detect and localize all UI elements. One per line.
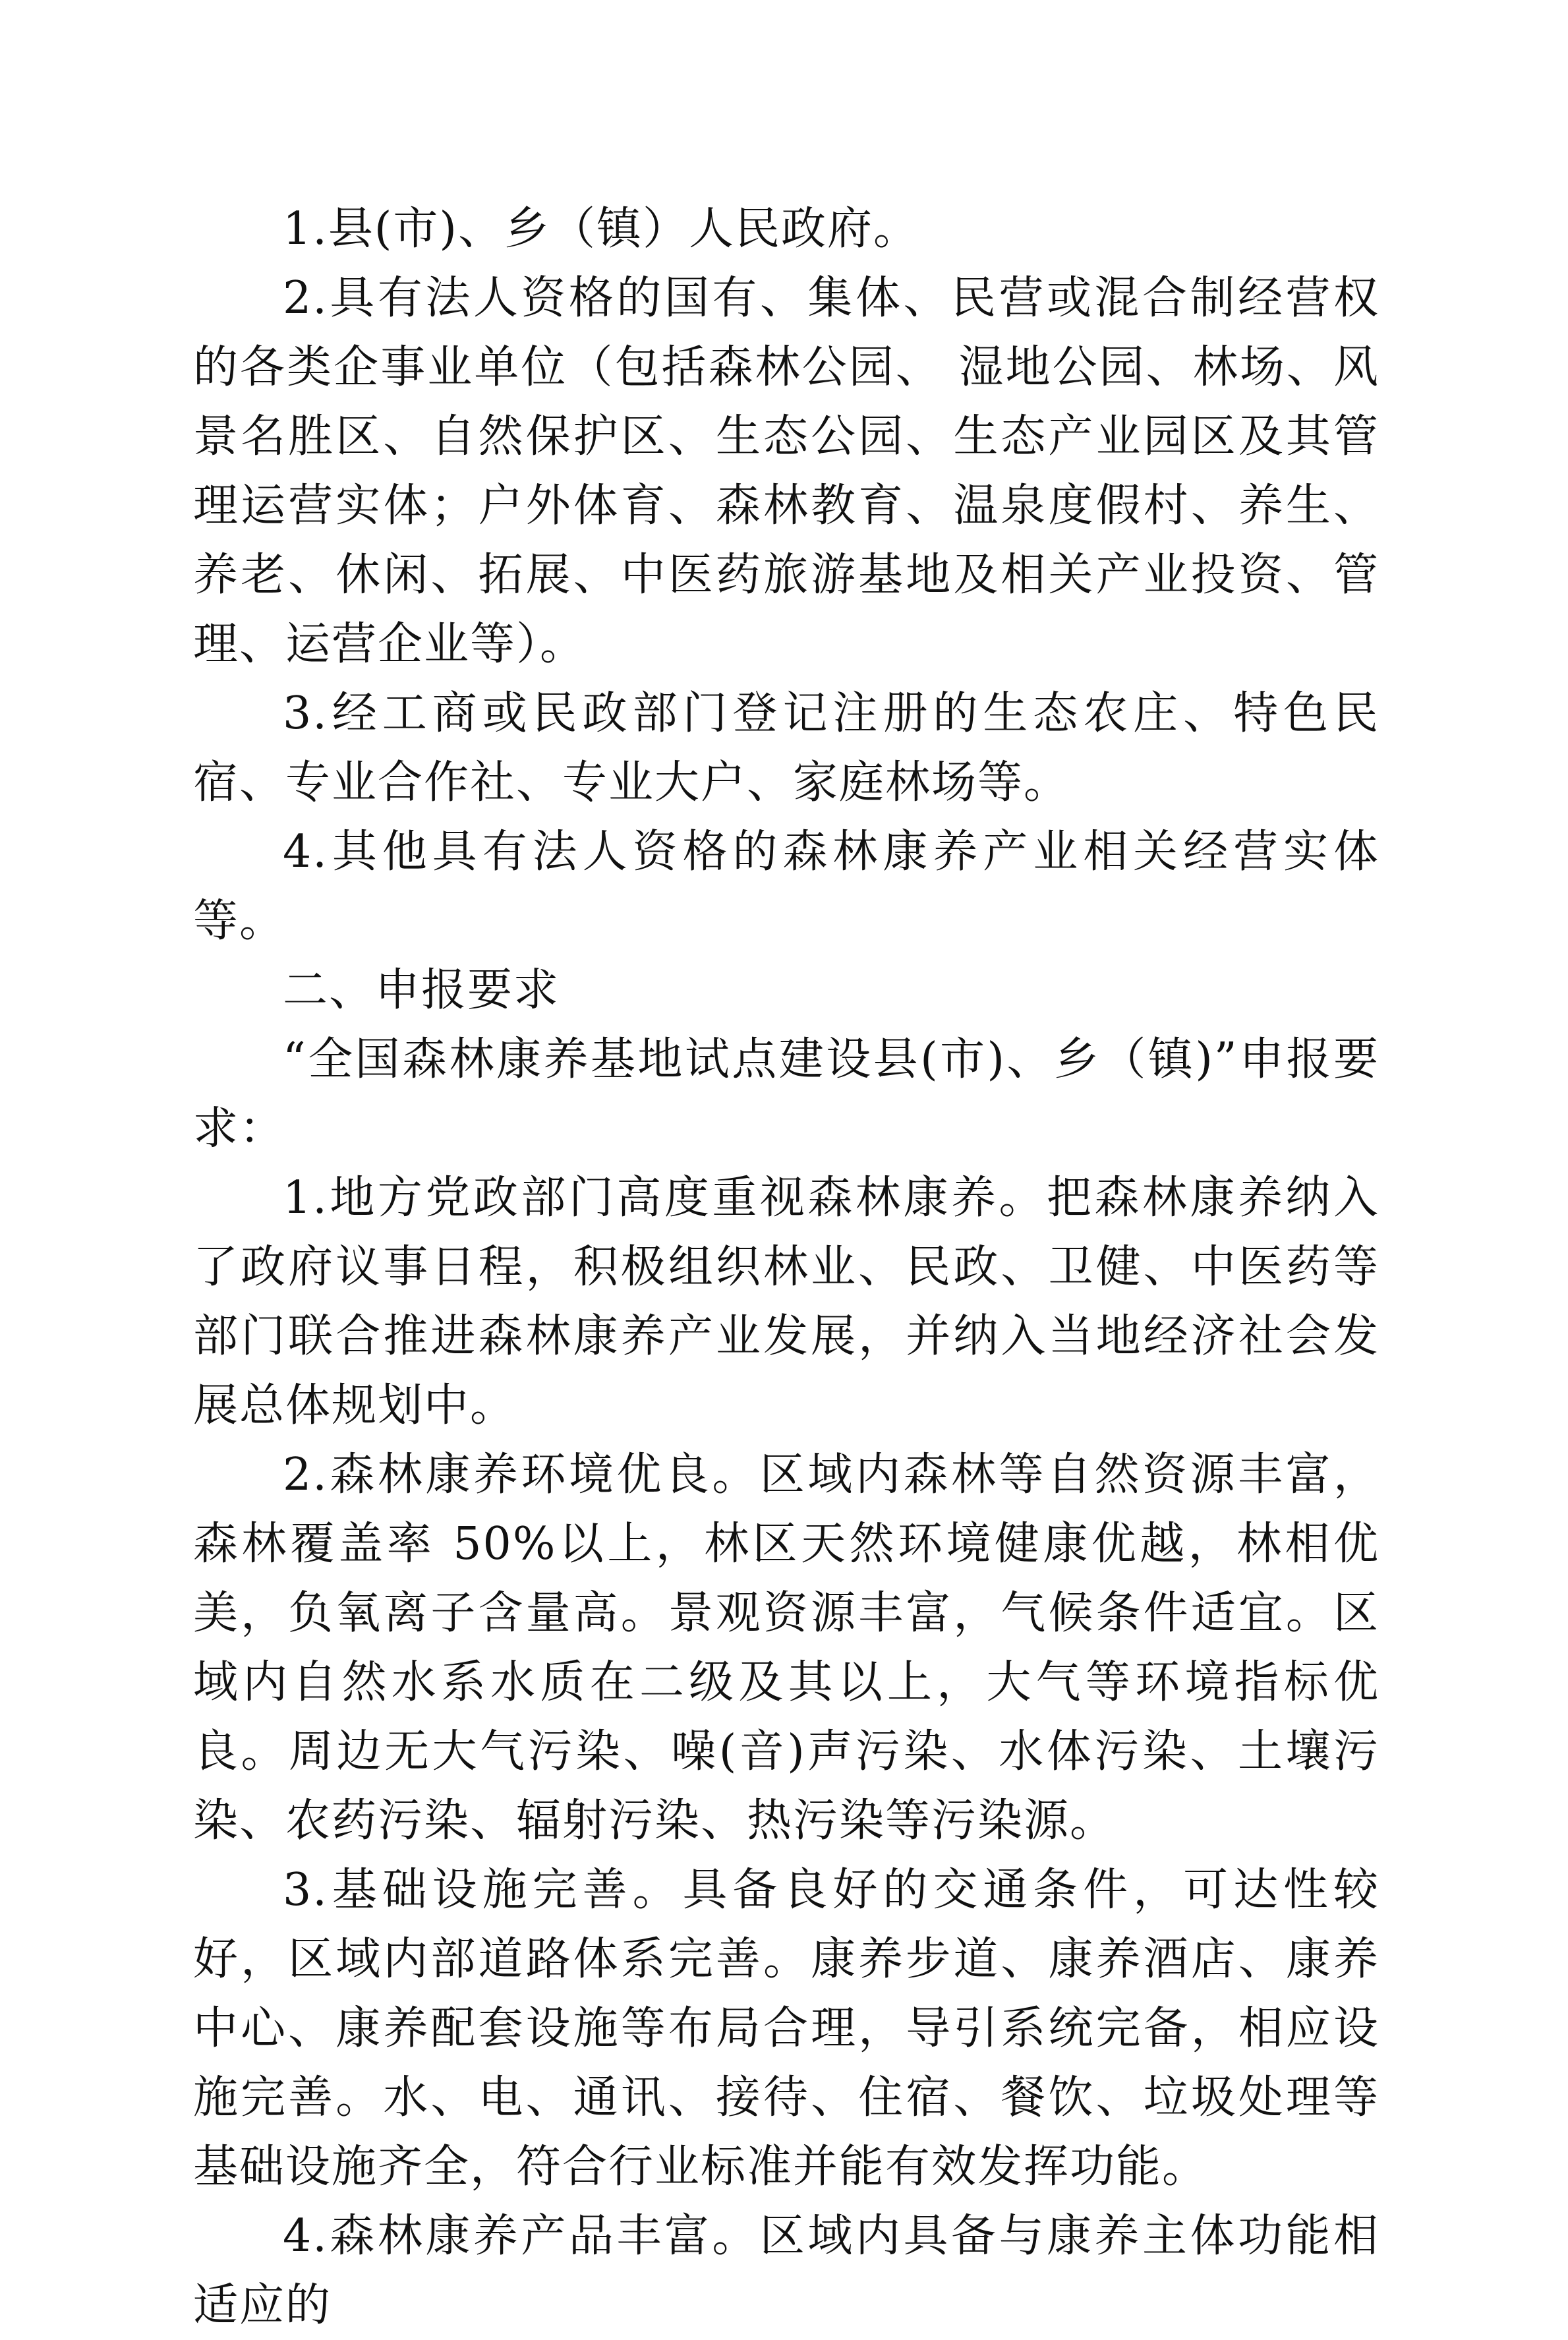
section-heading-requirements: 二、申报要求 — [283, 964, 560, 1016]
paragraph-eligibility-3: 3.经工商或民政部门登记注册的生态农庄、特色民宿、专业合作社、专业大户、家庭林场等。 — [193, 687, 1379, 809]
paragraph-eligibility-2: 2.具有法人资格的国有、集体、民营或混合制经营权的各类企事业单位（包括森林公园、 湿地公园、林场、风景名胜区、自然保护区、生态公园、生态产业园区及其管理运营实体；户外体育、森林教育、温泉度假村、养生、养老、休闲、拓展、中医药旅游基地及相关产业投资、管理、运营企业等）。 — [193, 272, 1379, 670]
paragraph-requirement-3: 3.基础设施完善。具备良好的交通条件，可达性较好，区域内部道路体系完善。康养步道、康养酒店、康养中心、康养配套设施等布局合理，导引系统完备，相应设施完善。水、电、通讯、接待、住宿、餐饮、垃圾处理等基础设施齐全，符合行业标准并能有效发挥功能。 — [193, 1864, 1379, 2193]
paragraph-requirements-intro: “全国森林康养基地试点建设县(市)、乡（镇)”申报要求： — [193, 1034, 1379, 1155]
paragraph-eligibility-4: 4.其他具有法人资格的森林康养产业相关经营实体等。 — [193, 826, 1379, 947]
paragraph-requirement-4: 4.森林康养产品丰富。区域内具备与康养主体功能相适应的 — [193, 2210, 1379, 2331]
paragraph-eligibility-1: 1.县(市)、乡（镇）人民政府。 — [283, 203, 919, 255]
paragraph-requirement-1: 1.地方党政部门高度重视森林康养。把森林康养纳入了政府议事日程，积极组织林业、民政、卫健、中医药等部门联合推进森林康养产业发展，并纳入当地经济社会发展总体规划中。 — [193, 1172, 1379, 1432]
document-body — [193, 194, 1379, 2340]
paragraph-requirement-2: 2.森林康养环境优良。区域内森林等自然资源丰富，森林覆盖率 50%以上，林区天然环境健康优越，林相优美，负氧离子含量高。景观资源丰富，气候条件适宜。区域内自然水系水质在二级及其以上，大气等环境指标优良。周边无大气污染、噪(音)声污染、水体污染、土壤污染、农药污染、辐射污染、热污染等污染源。 — [193, 1449, 1379, 1847]
